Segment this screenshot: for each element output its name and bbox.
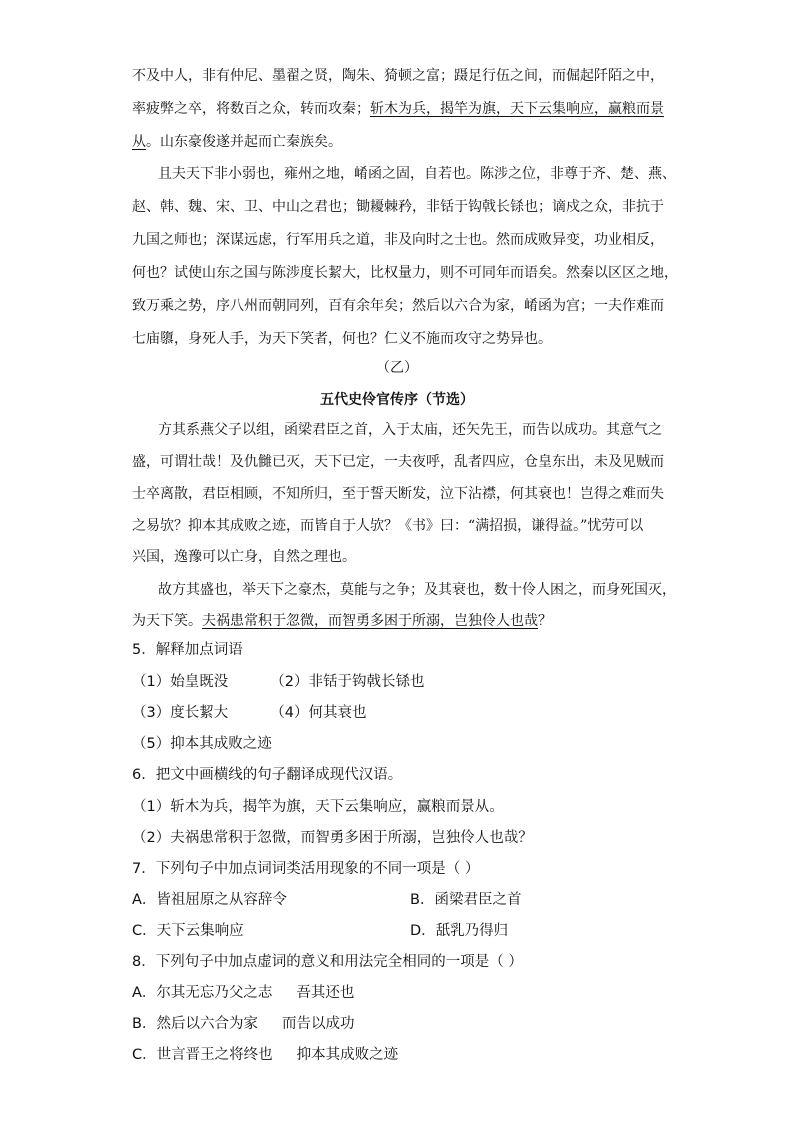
jia-p1-line1: 不及中人，非有仲尼、墨翟之贤，陶朱、猗顿之富；蹑足行伍之间，而倔起阡陌之中， [132,68,664,84]
q8-stem: 8．下列句子中加点虚词的意义和用法完全相同的一项是（ ） [132,954,523,970]
q8-option-b-part2: 而告以成功 [281,1016,355,1032]
q5-item4: （4）何其衰也 [270,705,367,721]
q6-item2: （2）夫祸患常积于忽微，而智勇多困于所溺，岂独伶人也哉？ [132,830,533,846]
yi-label: （乙） [376,360,418,376]
underlined-sentence-1b: 从 [132,134,146,150]
underlined-sentence-1a: 斩木为兵，揭竿为旗，天下云集响应，赢粮而景 [370,101,664,117]
q6-item1: （1）斩木为兵，揭竿为旗，天下云集响应，赢粮而景从。 [132,799,504,815]
yi-p2-line1: 故方其盛也，举天下之豪杰，莫能与之争；及其衰也，数十伶人困之，而身死国灭， [158,582,676,598]
jia-p1-line3 [132,132,672,152]
q8-option-c [132,1045,672,1065]
q8-option-a-part1: A．尔其无忘乃父之志 [132,985,273,1001]
yi-p2-line2c: ？ [538,613,552,629]
q5-item2: （2）非铦于钩戟长铩也 [270,674,425,690]
q5-stem: 5．解释加点词语 [132,642,243,658]
q8-option-a [132,983,672,1003]
q5-row2 [132,703,672,723]
jia-p2-line6: 七庙隳，身死人手，为天下笑者，何也？仁义不施而攻守之势异也。 [132,331,552,347]
jia-p2-line2: 赵、韩、魏、宋、卫、中山之君也；锄耰棘矜，非铦于钩戟长铩也；谪戍之众，非抗于 [132,199,664,215]
q7-option-c: C．天下云集响应 [132,923,244,939]
jia-p2-line5: 致万乘之势，序八州而朝同列，百有余年矣；然后以六合为家，崤函为宫；一夫作难而 [132,298,664,314]
yi-p1-line3: 士卒离散，君臣相顾，不知所归，至于誓天断发，泣下沾襟，何其衰也！岂得之难而失 [132,486,664,502]
yi-title: 五代史伶官传序（节选） [320,392,474,408]
q8-option-c-part2: 抑本其成败之迹 [296,1047,399,1063]
q5-item3: （3）度长絜大 [132,705,229,721]
jia-p2-line4: 何也？试使山东之国与陈涉度长絜大，比权量力，则不可同年而语矣。然秦以区区之地， [132,265,678,281]
yi-p2-line2a: 为天下笑。 [132,613,202,629]
q7-stem: 7．下列句子中加点词词类活用现象的不同一项是（ ） [132,861,480,877]
jia-p2-line1: 且夫天下非小弱也，雍州之地，崤函之固，自若也。陈涉之位，非尊于齐、楚、燕、 [158,166,676,182]
q7-option-a: A．皆祖屈原之从容辞令 [132,892,287,908]
yi-p1-line4: 之易欤？抑本其成败之迹，而皆自于人欤？《书》曰：“满招损，谦得益。”忧劳可以 [132,518,644,534]
q5-row1 [132,672,672,692]
q7-option-b: B．函梁君臣之首 [410,892,522,908]
q5-item5: （5）抑本其成败之迹 [132,736,272,752]
yi-p1-line1: 方其系燕父子以组，函梁君臣之首，入于太庙，还矢先王，而告以成功。其意气之 [158,422,662,438]
underlined-sentence-2: 夫祸患常积于忽微，而智勇多困于所溺，岂独伶人也哉 [202,613,538,629]
jia-p2-line3: 九国之师也；深谋远虑，行军用兵之道，非及向时之士也。然而成败异变，功业相反， [132,232,664,248]
q6-stem: 6．把文中画横线的句子翻译成现代汉语。 [132,767,403,783]
q5-item1: （1）始皇既没 [132,674,229,690]
jia-p1-line2 [132,99,672,119]
yi-p1-line5: 兴国，逸豫可以亡身，自然之理也。 [132,549,356,565]
jia-p1-line2a: 率疲弊之卒，将数百之众，转而攻秦； [132,101,370,117]
q8-option-b [132,1014,672,1034]
yi-p2-line2 [132,611,672,631]
q8-option-c-part1: C．世言晋王之将终也 [132,1047,273,1063]
q8-option-b-part1: B．然后以六合为家 [132,1016,258,1032]
q8-option-a-part2: 吾其还也 [296,985,355,1001]
jia-p1-line3b: 。山东豪俊遂并起而亡秦族矣。 [146,134,342,150]
q7-option-d: D．舐乳乃得归 [410,923,509,939]
yi-p1-line2: 盛，可谓壮哉！及仇雠已灭，天下已定，一夫夜呼，乱者四应，仓皇东出，未及见贼而 [132,454,664,470]
